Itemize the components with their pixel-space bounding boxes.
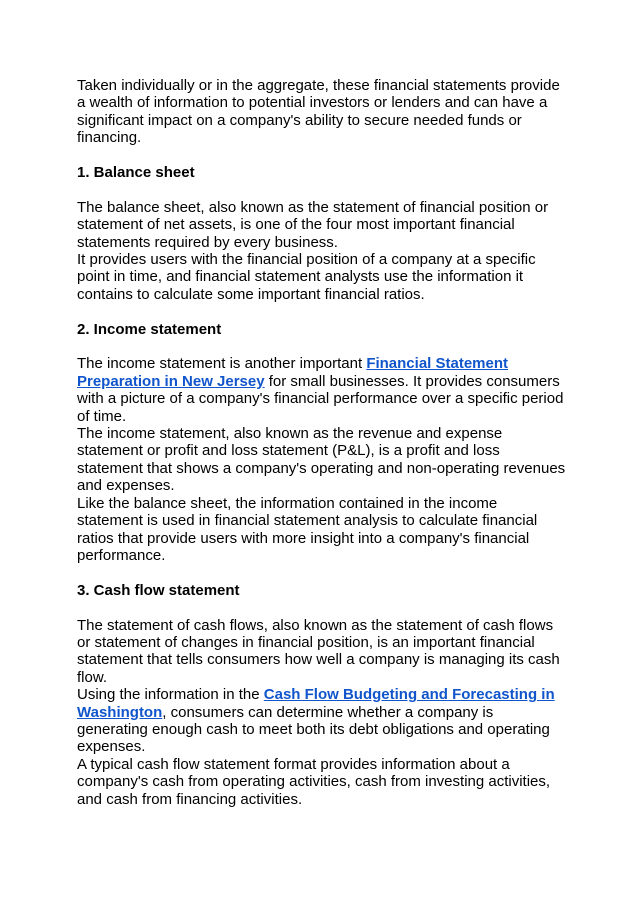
financial-statement-preparation-link[interactable]: Financial Statement Preparation in New Jersey [77,355,509,390]
balance-sheet-heading: 1. Balance sheet [77,164,195,182]
cash-flow-paragraph-2 [77,686,567,756]
spacer [77,181,567,198]
cash-flow-statement-heading: 3. Cash flow statement [77,581,240,599]
spacer [77,147,567,164]
cash-flow-paragraph-3: A typical cash flow statement format provides information about a company's cash from operating activities, cash from investing activities, and cash from financing activities. [77,755,551,808]
income-text-after-link: for small businesses. It provides consumers with a picture of a company's financial performance over a specific period of time. [77,372,564,425]
cash-flow-text-before-link: Using the information in the [77,686,264,704]
document-page [77,77,567,808]
spacer [77,599,567,616]
spacer [77,303,567,320]
income-statement-heading: 2. Income statement [77,320,222,338]
cash-flow-budgeting-link[interactable]: Cash Flow Budgeting and Forecasting in Washington [77,686,555,721]
income-text-before-link: The income statement is another important [77,355,367,373]
cash-flow-text-after-link: , consumers can determine whether a company is generating enough cash to meet both its debt obligations and operating expenses. [77,703,550,756]
spacer [77,564,567,581]
cash-flow-paragraph-1: The statement of cash flows, also known as the statement of cash flows or statement of changes in financial position, is an important financial statement that tells consumers how well a company is managing its cash flow. [77,616,560,686]
intro-paragraph: Taken individually or in the aggregate, these financial statements provide a wealth of information to potential investors or lenders and can have a significant impact on a company's ability to secure needed funds or financing. [77,77,560,147]
income-statement-paragraph-2: The income statement, also known as the revenue and expense statement or profit and loss statement (P&L), is a profit and loss statement that shows a company's operating and non-operating revenues and expenses. [77,425,566,495]
balance-sheet-paragraph-1: The balance sheet, also known as the statement of financial position or statement of net assets, is one of the four most important financial statements required by every business. [77,198,549,251]
income-statement-paragraph-3: Like the balance sheet, the information contained in the income statement is used in financial statement analysis to calculate financial ratios that provide users with more insight into a company's financial performance. [77,494,538,564]
balance-sheet-paragraph-2: It provides users with the financial position of a company at a specific point in time, and financial statement analysts use the information it contains to calculate some important financial ratios. [77,251,536,303]
spacer [77,338,567,355]
income-statement-paragraph-1 [77,355,567,425]
